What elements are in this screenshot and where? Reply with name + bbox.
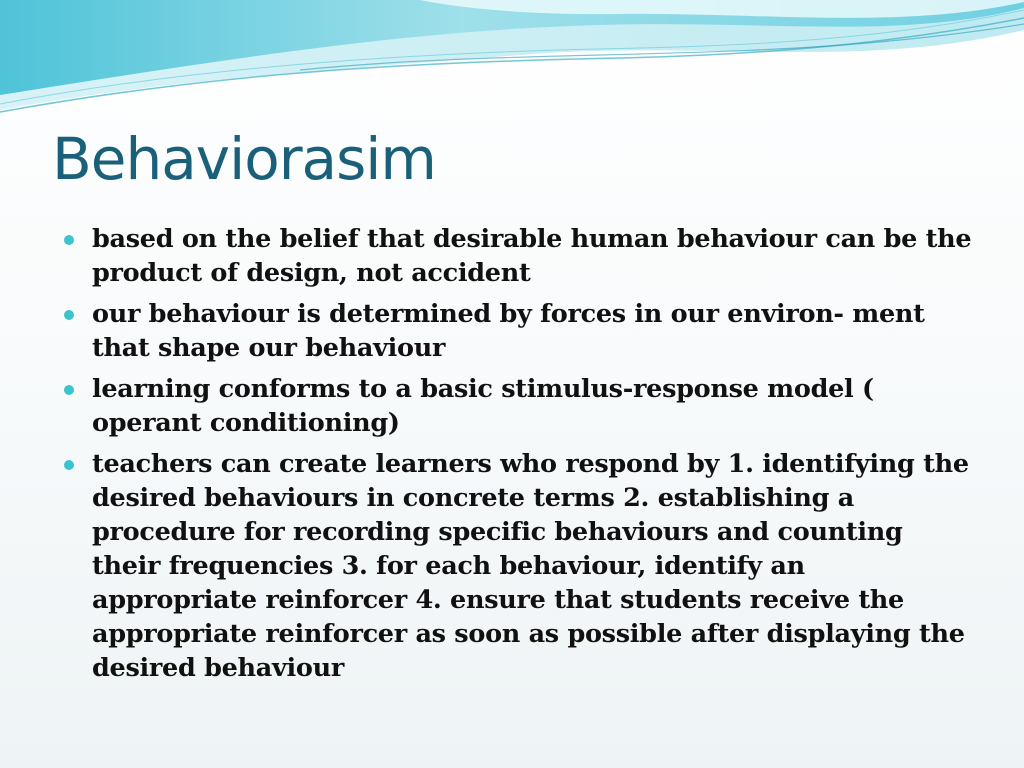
bullet-text: teachers can create learners who respond by 1. identifying the desired behaviours in concrete terms 2. establishing a procedure for recording specific behaviours and counting their frequencies 3. for each behaviour, identify an appropriate reinforcer 4. ensure that students receive the appropriate reinforcer as soon as possible after displaying the desired behaviour bbox=[92, 449, 969, 683]
list-item bbox=[64, 297, 974, 365]
bullet-dot-icon bbox=[64, 310, 74, 320]
list-item bbox=[64, 222, 974, 290]
bullet-text: learning conforms to a basic stimulus-response model ( operant conditioning) bbox=[92, 374, 874, 438]
list-item bbox=[64, 372, 974, 440]
slide-title: Behaviorasim bbox=[52, 125, 436, 193]
bullet-dot-icon bbox=[64, 385, 74, 395]
bullet-dot-icon bbox=[64, 460, 74, 470]
bullet-list bbox=[64, 222, 974, 692]
list-item bbox=[64, 447, 974, 685]
bullet-text: based on the belief that desirable human behaviour can be the product of design, not accident bbox=[92, 224, 972, 288]
header-wave-decoration bbox=[0, 0, 1024, 130]
bullet-dot-icon bbox=[64, 235, 74, 245]
bullet-text: our behaviour is determined by forces in our environ- ment that shape our behaviour bbox=[92, 299, 925, 363]
